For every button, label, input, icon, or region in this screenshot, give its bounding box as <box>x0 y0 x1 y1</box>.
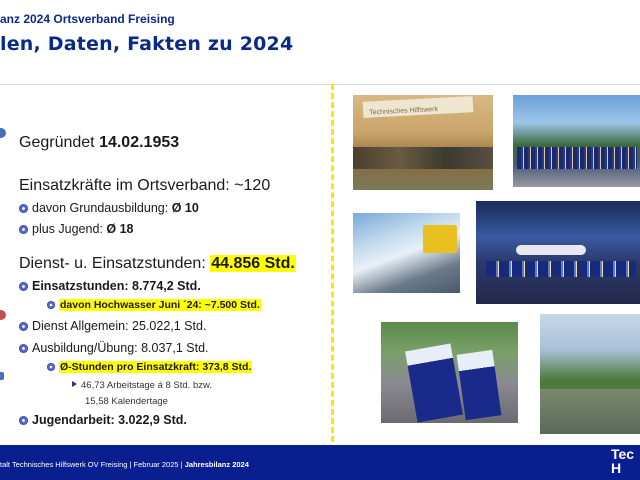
page-title: len, Daten, Fakten zu 2024 <box>0 33 294 55</box>
photo-detail <box>517 147 637 169</box>
edge-icon <box>0 310 6 320</box>
basic-training-item <box>19 201 199 215</box>
photo-excavator <box>353 213 460 293</box>
founded-label: Gegründet <box>19 134 95 151</box>
bullet-icon <box>47 363 55 371</box>
photo-detail <box>423 225 457 253</box>
footer-org: talt Technisches Hilfswerk OV Freising | Februar 2025 | <box>0 460 183 469</box>
training-item <box>19 341 209 355</box>
hours-value: 44.856 Std. <box>211 255 295 272</box>
photo-detail <box>540 389 640 434</box>
edge-icon <box>0 372 4 380</box>
forces-label: Einsatzkräfte im Ortsverband: ~120 <box>19 177 271 194</box>
mission-hours: Einsatzstunden: 8.774,2 Std. <box>32 279 201 293</box>
photo-detail <box>457 350 502 420</box>
basic-training-value: Ø 10 <box>171 201 199 215</box>
youth-work: Jugendarbeit: 3.022,9 Std. <box>32 413 187 427</box>
general-service-item <box>19 319 206 333</box>
column-divider <box>331 84 334 442</box>
mission-hours-item <box>19 279 201 293</box>
hours-label: Dienst- u. Einsatzstunden: <box>19 255 206 272</box>
photo-banner-text: Technisches Hilfswerk <box>369 105 439 117</box>
youth-value: Ø 18 <box>106 222 134 236</box>
founded-line <box>19 134 179 152</box>
bullet-icon <box>19 344 28 353</box>
photo-detail <box>516 245 586 255</box>
photo-river <box>540 314 640 434</box>
work-days-item <box>72 380 212 391</box>
bullet-icon <box>19 204 28 213</box>
hours-line <box>19 255 296 273</box>
brand-line-1: Tec <box>611 446 635 462</box>
edge-icon <box>0 128 6 138</box>
calendar-days: 15,58 Kalendertage <box>85 396 168 407</box>
flood-hours: davon Hochwasser Juni ´24: ~7.500 Std. <box>60 299 260 311</box>
photo-group <box>513 95 640 187</box>
photo-trucks <box>381 322 518 423</box>
footer-report: Jahresbilanz 2024 <box>184 460 249 469</box>
basic-training-label: davon Grundausbildung: <box>32 201 169 215</box>
photo-historic-vehicles <box>353 95 493 190</box>
founded-date: 14.02.1953 <box>99 134 180 151</box>
youth-item <box>19 222 133 236</box>
bullet-icon <box>19 225 28 234</box>
photo-airport-night <box>476 201 640 304</box>
training: Ausbildung/Übung: 8.037,1 Std. <box>32 341 209 355</box>
header-divider <box>0 84 640 85</box>
bullet-icon <box>47 301 55 309</box>
bullet-icon <box>19 416 28 425</box>
work-days: 46,73 Arbeitstage á 8 Std. bzw. <box>81 380 212 391</box>
youth-label: plus Jugend: <box>32 222 103 236</box>
footer-text <box>0 460 249 469</box>
flood-hours-item <box>47 299 261 311</box>
header-subtitle: anz 2024 Ortsverband Freising <box>0 12 175 26</box>
avg-hours-item <box>47 361 252 373</box>
general-service: Dienst Allgemein: 25.022,1 Std. <box>32 319 207 333</box>
photo-detail <box>353 147 493 169</box>
arrow-icon <box>72 381 77 387</box>
youth-work-item <box>19 413 187 427</box>
brand-line-2: H <box>611 460 622 476</box>
photo-banner <box>363 96 474 118</box>
photo-detail <box>405 344 463 423</box>
bullet-icon <box>19 322 28 331</box>
bullet-icon <box>19 282 28 291</box>
photo-detail <box>486 261 636 277</box>
brand-logo-text <box>611 447 634 475</box>
avg-hours: Ø-Stunden pro Einsatzkraft: 373,8 Std. <box>60 361 252 373</box>
